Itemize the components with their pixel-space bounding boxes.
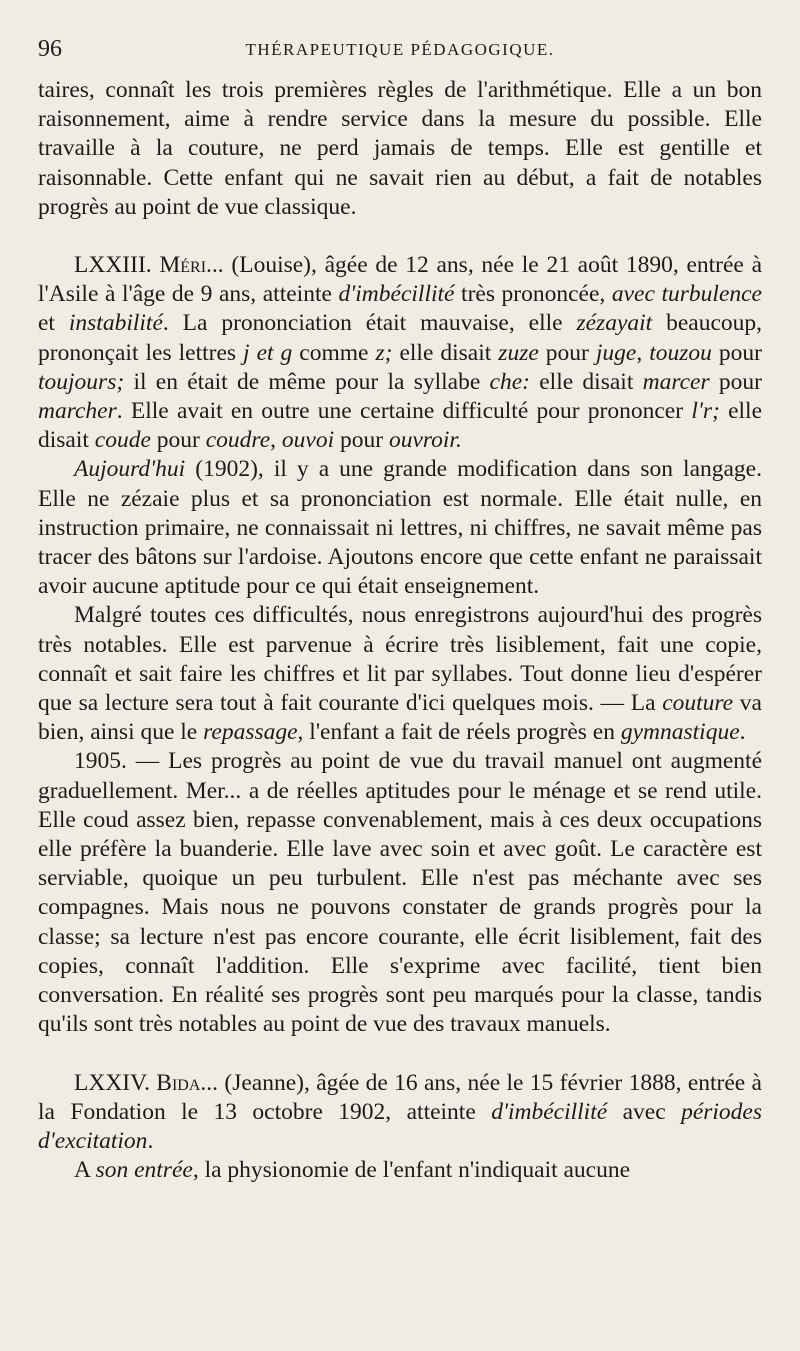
paragraph-case-lxxiii: LXXIII. Méri... (Louise), âgée de 12 ans, née le 21 août 1890, entrée à l'Asile à l'âge de 9 ans, atteinte d'imbécillité très prononcée, avec turbulence et instabilité. La prononciation était mauvaise, elle zézayait beaucoup, prononçait les lettres j et g comme z; elle disait zuze pour juge, touzou pour toujours; il en était de même pour la syllabe che: elle disait marcer pour marcher. Elle avait en outre une certaine difficulté pour prononcer l'r; elle disait coude pour coudre, ouvoi pour ouvroir. — [38, 252, 763, 454]
paragraph-son-entree: A son entrée, la physionomie de l'enfant n'indiquait aucune — [74, 1157, 631, 1184]
page-header — [38, 36, 762, 66]
running-title: THÉRAPEUTIQUE PÉDAGOGIQUE. — [245, 40, 555, 59]
page-body — [38, 76, 762, 1185]
paragraph-aujourdhui: Aujourd'hui (1902), il y a une grande modification dans son langage. Elle ne zézaie plus et sa prononciation est normale. Elle était nulle, en instruction primaire, ne connaissait ni lettres, ni chiffres, ne savait même pas tracer des bâtons sur l'ardoise. Ajoutons encore que cette enfant ne paraissait avoir aucune aptitude pour ce qui était enseignement. — [38, 456, 762, 600]
paragraph-progres: Malgré toutes ces difficultés, nous enregistrons aujourd'hui des progrès très notables. Elle est parvenue à écrire très lisiblement, fait une copie, connaît et sait faire les chiffres et lit par syllabes. Tout donne lieu d'espérer que sa lecture sera tout à fait courante d'ici quelques mois. — La couture va bien, ainsi que le repassage, l'enfant a fait de réels progrès en gymnastique. — [38, 602, 762, 746]
paragraph-case-lxxiv: LXXIV. Bida... (Jeanne), âgée de 16 ans, née le 15 février 1888, entrée à la Fondation le 13 octobre 1902, atteinte d'imbécillité avec périodes d'excitation. — [38, 1069, 762, 1154]
paragraph-continuation: taires, connaît les trois premières règles de l'arithmétique. Elle a un bon raisonnement, aime à rendre service dans la mesure du possible. Elle travaille à la couture, ne perd jamais de temps. Elle est gentille et raisonnable. Cette enfant qui ne savait rien au début, a fait de notables progrès au point de vue classique. — [38, 77, 762, 220]
page-number: 96 — [38, 36, 62, 62]
paragraph-1905: 1905. — Les progrès au point de vue du travail manuel ont augmenté graduellement. Mer... a de réelles aptitudes pour le ménage et se rend utile. Elle coud assez bien, repasse convenablement, mais à ces deux occupations elle préfère la buanderie. Elle lave avec soin et avec goût. Le caractère est serviable, quoique un peu turbulent. Elle n'est pas méchante avec ses compagnes. Mais nous ne pouvons constater de grands progrès pour la classe; sa lecture n'est pas encore courante, elle écrit lisiblement, fait des copies, connaît l'addition. Elle s'exprime avec facilité, tient bien conversation. En réalité ses progrès sont peu marqués pour la classe, tandis qu'ils sont très notables au point de vue des travaux manuels. — [38, 748, 762, 1038]
